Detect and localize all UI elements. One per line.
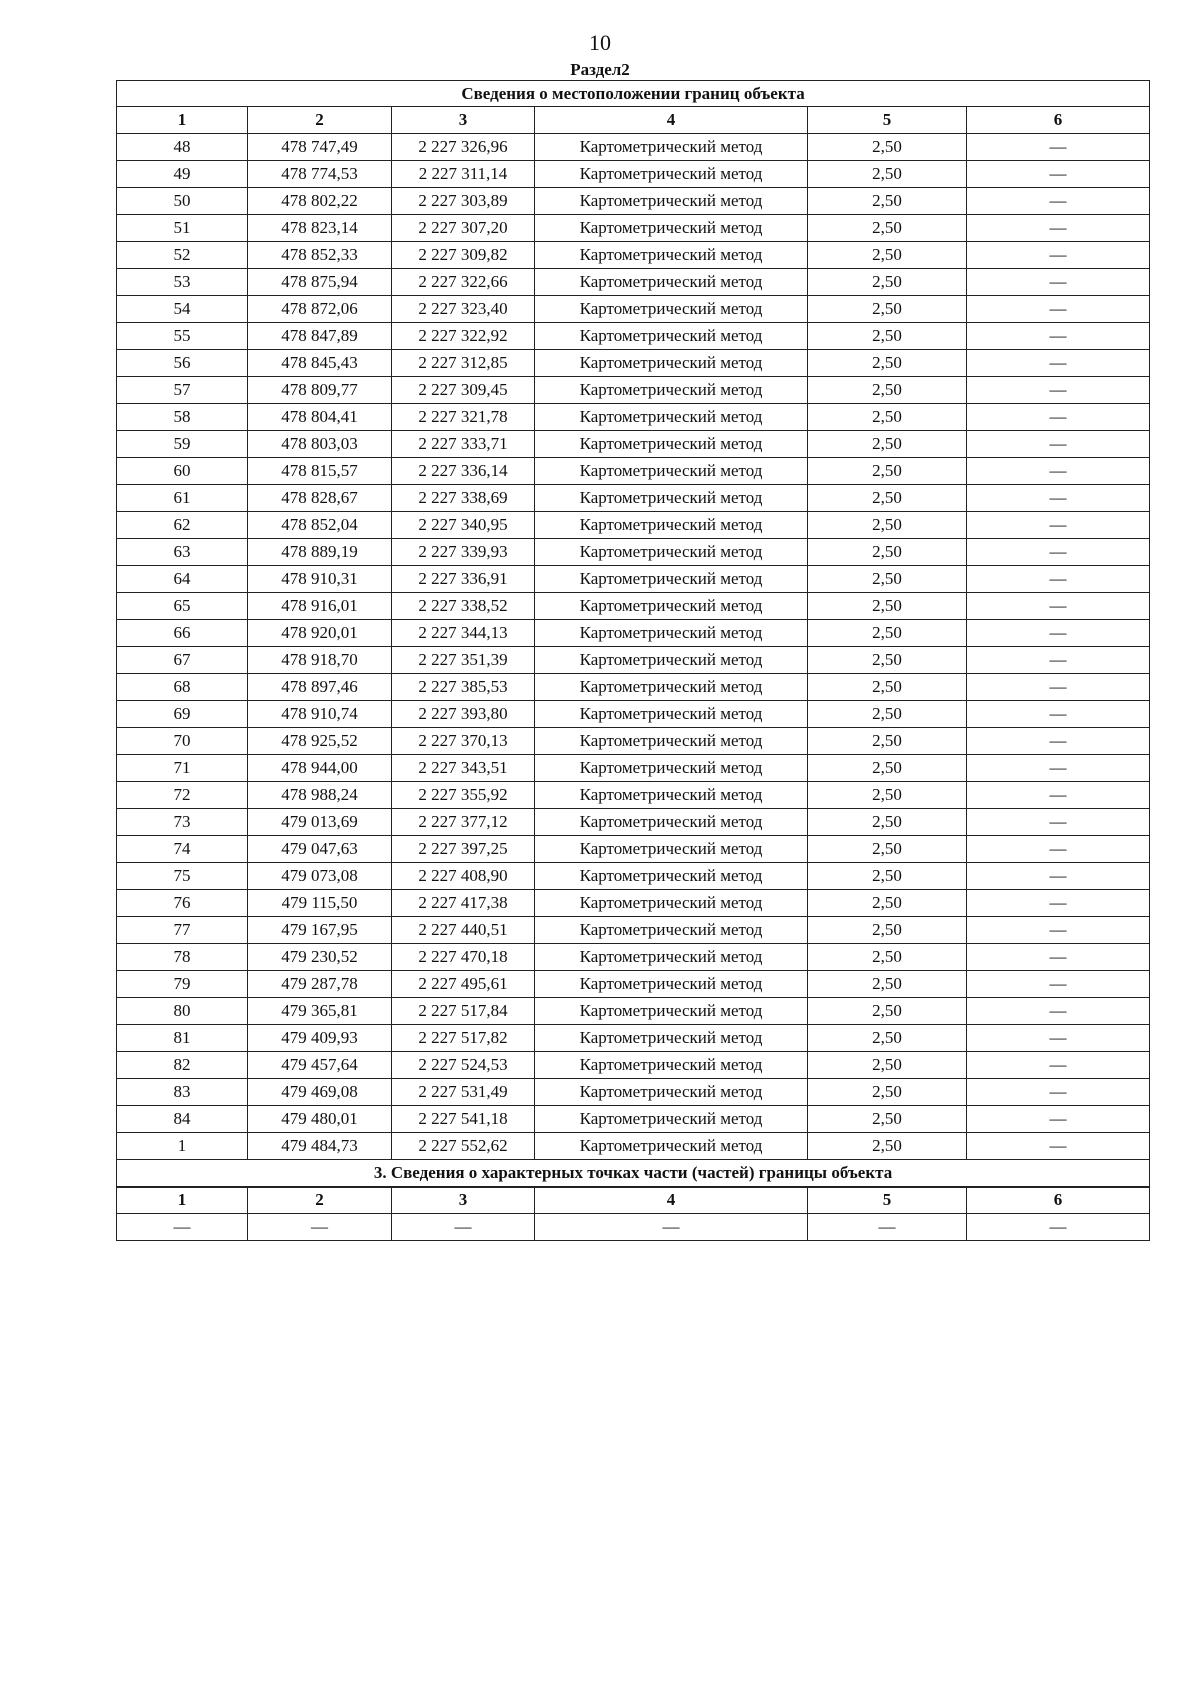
table-cell: 479 073,08: [248, 863, 392, 890]
table-cell: 60: [117, 458, 248, 485]
table-cell: Картометрический метод: [535, 728, 808, 755]
table-cell: 2 227 338,69: [392, 485, 535, 512]
table-cell: 2,50: [808, 1106, 967, 1133]
table-cell: 2 227 336,14: [392, 458, 535, 485]
table-cell: 2,50: [808, 809, 967, 836]
table-cell: 2 227 322,66: [392, 269, 535, 296]
column-number: 4: [535, 107, 808, 134]
table-cell: 478 925,52: [248, 728, 392, 755]
table-cell: 54: [117, 296, 248, 323]
table-cell: 2 227 339,93: [392, 539, 535, 566]
table-cell: —: [967, 377, 1150, 404]
table-cell: 2,50: [808, 458, 967, 485]
table-cell: 2,50: [808, 431, 967, 458]
table-row: [117, 863, 1150, 890]
section3-title: 3. Сведения о характерных точках части (частей) границы объекта: [117, 1160, 1150, 1187]
table-cell: 74: [117, 836, 248, 863]
table-cell: 73: [117, 809, 248, 836]
table-row: [117, 782, 1150, 809]
table-cell: 479 230,52: [248, 944, 392, 971]
table-cell: Картометрический метод: [535, 377, 808, 404]
table-cell: Картометрический метод: [535, 1079, 808, 1106]
table-row: [117, 944, 1150, 971]
table-cell: 65: [117, 593, 248, 620]
table-cell: Картометрический метод: [535, 323, 808, 350]
column-number: 2: [248, 107, 392, 134]
table-row: [117, 809, 1150, 836]
table-row: [117, 890, 1150, 917]
table-cell: 2,50: [808, 134, 967, 161]
table-cell: Картометрический метод: [535, 782, 808, 809]
table-cell: 2 227 531,49: [392, 1079, 535, 1106]
table-cell: 67: [117, 647, 248, 674]
table-cell: 2,50: [808, 593, 967, 620]
table-cell: 2 227 397,25: [392, 836, 535, 863]
table-cell: 2 227 470,18: [392, 944, 535, 971]
table-cell: 2,50: [808, 1025, 967, 1052]
table-cell: 2,50: [808, 998, 967, 1025]
table-row: [117, 701, 1150, 728]
table-cell: 56: [117, 350, 248, 377]
table-row: [117, 1025, 1150, 1052]
table-cell: 478 916,01: [248, 593, 392, 620]
table-cell: —: [967, 269, 1150, 296]
table-cell: Картометрический метод: [535, 242, 808, 269]
table-cell: Картометрический метод: [535, 269, 808, 296]
table-cell: 58: [117, 404, 248, 431]
table-row: [117, 647, 1150, 674]
table-cell: 2,50: [808, 728, 967, 755]
table-cell: 2,50: [808, 944, 967, 971]
table-cell: Картометрический метод: [535, 647, 808, 674]
table-cell: 478 944,00: [248, 755, 392, 782]
table-row: [117, 836, 1150, 863]
table-cell: —: [967, 836, 1150, 863]
table-row: [117, 458, 1150, 485]
table-cell: 69: [117, 701, 248, 728]
table-cell: —: [967, 404, 1150, 431]
table-cell: —: [967, 944, 1150, 971]
table-cell: 478 809,77: [248, 377, 392, 404]
table-row: [117, 323, 1150, 350]
table-cell: Картометрический метод: [535, 701, 808, 728]
table-row: [117, 917, 1150, 944]
section3-table-row: [117, 1214, 1150, 1241]
table-cell: 70: [117, 728, 248, 755]
table-cell: 2 227 309,45: [392, 377, 535, 404]
table-cell: 2 227 307,20: [392, 215, 535, 242]
section3-table-cell: —: [392, 1214, 535, 1241]
table-cell: Картометрический метод: [535, 944, 808, 971]
table-cell: 2 227 340,95: [392, 512, 535, 539]
table-cell: 2 227 517,82: [392, 1025, 535, 1052]
table-cell: 478 988,24: [248, 782, 392, 809]
table-cell: 48: [117, 134, 248, 161]
table-cell: 53: [117, 269, 248, 296]
table-cell: 2 227 495,61: [392, 971, 535, 998]
table-cell: 55: [117, 323, 248, 350]
table-cell: Картометрический метод: [535, 755, 808, 782]
section3-column-number: 2: [248, 1187, 392, 1214]
table-cell: 2,50: [808, 377, 967, 404]
table-cell: —: [967, 161, 1150, 188]
table-cell: Картометрический метод: [535, 809, 808, 836]
table-cell: 2 227 524,53: [392, 1052, 535, 1079]
section3-column-number-row: [117, 1187, 1150, 1214]
table-row: [117, 674, 1150, 701]
table-cell: 2,50: [808, 1079, 967, 1106]
section3-table-cell: —: [967, 1214, 1150, 1241]
table-cell: Картометрический метод: [535, 836, 808, 863]
table-cell: 2,50: [808, 674, 967, 701]
section3-table-cell: —: [248, 1214, 392, 1241]
table-cell: —: [967, 323, 1150, 350]
table-cell: Картометрический метод: [535, 1133, 808, 1160]
table-cell: 478 847,89: [248, 323, 392, 350]
table-cell: 61: [117, 485, 248, 512]
column-number: 1: [117, 107, 248, 134]
table-cell: 478 774,53: [248, 161, 392, 188]
column-number-row: [117, 107, 1150, 134]
table-cell: 479 287,78: [248, 971, 392, 998]
table-cell: 2 227 326,96: [392, 134, 535, 161]
table-row: [117, 377, 1150, 404]
table-cell: 71: [117, 755, 248, 782]
table-cell: 2 227 311,14: [392, 161, 535, 188]
table-cell: —: [967, 593, 1150, 620]
table-row: [117, 1106, 1150, 1133]
table-cell: —: [967, 998, 1150, 1025]
section-title: Раздел2: [570, 60, 630, 79]
table-cell: —: [967, 350, 1150, 377]
table-row: [117, 566, 1150, 593]
table-cell: 478 823,14: [248, 215, 392, 242]
table-cell: 2 227 393,80: [392, 701, 535, 728]
page-number: 10: [589, 30, 611, 55]
table-cell: 78: [117, 944, 248, 971]
table-cell: 2,50: [808, 890, 967, 917]
table-row: [117, 1133, 1150, 1160]
table-cell: 2,50: [808, 863, 967, 890]
table-cell: —: [967, 755, 1150, 782]
table-cell: 2,50: [808, 971, 967, 998]
table-cell: 50: [117, 188, 248, 215]
table-cell: 2,50: [808, 755, 967, 782]
table-cell: —: [967, 1052, 1150, 1079]
table-cell: Картометрический метод: [535, 620, 808, 647]
table-cell: 2 227 355,92: [392, 782, 535, 809]
table-row: [117, 161, 1150, 188]
table-cell: 478 872,06: [248, 296, 392, 323]
table-cell: —: [967, 566, 1150, 593]
table-cell: 478 852,04: [248, 512, 392, 539]
table-cell: Картометрический метод: [535, 863, 808, 890]
table-cell: 2,50: [808, 269, 967, 296]
table-cell: —: [967, 782, 1150, 809]
table-cell: Картометрический метод: [535, 593, 808, 620]
table-cell: Картометрический метод: [535, 890, 808, 917]
table-cell: —: [967, 971, 1150, 998]
table-cell: —: [967, 620, 1150, 647]
table-cell: Картометрический метод: [535, 215, 808, 242]
section3-table-cell: —: [535, 1214, 808, 1241]
table-cell: 68: [117, 674, 248, 701]
table-cell: 2 227 303,89: [392, 188, 535, 215]
table-cell: 2,50: [808, 242, 967, 269]
table-cell: 478 889,19: [248, 539, 392, 566]
table-cell: 478 845,43: [248, 350, 392, 377]
table-cell: 478 918,70: [248, 647, 392, 674]
table-cell: 2,50: [808, 782, 967, 809]
section3-column-number: 5: [808, 1187, 967, 1214]
table-cell: —: [967, 188, 1150, 215]
table-cell: 57: [117, 377, 248, 404]
table-cell: 81: [117, 1025, 248, 1052]
table-cell: —: [967, 1106, 1150, 1133]
table-caption-row: [117, 81, 1150, 107]
table-cell: 478 910,31: [248, 566, 392, 593]
table-cell: —: [967, 701, 1150, 728]
table-cell: —: [967, 485, 1150, 512]
table-cell: 2,50: [808, 296, 967, 323]
table-cell: Картометрический метод: [535, 161, 808, 188]
table-cell: Картометрический метод: [535, 998, 808, 1025]
table-row: [117, 188, 1150, 215]
table-cell: —: [967, 1025, 1150, 1052]
table-cell: 2 227 377,12: [392, 809, 535, 836]
table-cell: 2 227 344,13: [392, 620, 535, 647]
boundary-coordinates-table: [116, 80, 1150, 1241]
table-cell: —: [967, 917, 1150, 944]
table-row: [117, 971, 1150, 998]
table-cell: 2 227 517,84: [392, 998, 535, 1025]
table-cell: 2 227 385,53: [392, 674, 535, 701]
table-cell: 51: [117, 215, 248, 242]
table-row: [117, 431, 1150, 458]
table-cell: —: [967, 539, 1150, 566]
table-cell: 2 227 351,39: [392, 647, 535, 674]
table-cell: 77: [117, 917, 248, 944]
table-cell: 478 828,67: [248, 485, 392, 512]
table-cell: 2,50: [808, 188, 967, 215]
table-cell: 2,50: [808, 404, 967, 431]
table-cell: Картометрический метод: [535, 458, 808, 485]
table-cell: 2 227 440,51: [392, 917, 535, 944]
table-cell: 2,50: [808, 917, 967, 944]
table-cell: —: [967, 863, 1150, 890]
table-cell: —: [967, 647, 1150, 674]
table-cell: 478 852,33: [248, 242, 392, 269]
table-row: [117, 269, 1150, 296]
table-cell: 2,50: [808, 539, 967, 566]
table-cell: —: [967, 512, 1150, 539]
table-row: [117, 350, 1150, 377]
table-cell: 82: [117, 1052, 248, 1079]
section3-column-number: 4: [535, 1187, 808, 1214]
table-cell: 2 227 417,38: [392, 890, 535, 917]
table-cell: 2,50: [808, 701, 967, 728]
section3-table-cell: —: [117, 1214, 248, 1241]
table-cell: —: [967, 890, 1150, 917]
table-cell: Картометрический метод: [535, 404, 808, 431]
table-cell: Картометрический метод: [535, 917, 808, 944]
table-cell: 478 815,57: [248, 458, 392, 485]
table-cell: Картометрический метод: [535, 134, 808, 161]
table-cell: 2,50: [808, 215, 967, 242]
table-cell: 479 457,64: [248, 1052, 392, 1079]
table-row: [117, 728, 1150, 755]
table-cell: 75: [117, 863, 248, 890]
table-row: [117, 1079, 1150, 1106]
table-cell: 66: [117, 620, 248, 647]
table-row: [117, 512, 1150, 539]
table-cell: —: [967, 728, 1150, 755]
section3-column-number: 3: [392, 1187, 535, 1214]
table-cell: Картометрический метод: [535, 1106, 808, 1133]
table-cell: Картометрический метод: [535, 566, 808, 593]
table-cell: 2,50: [808, 485, 967, 512]
table-cell: 478 804,41: [248, 404, 392, 431]
table-cell: —: [967, 458, 1150, 485]
table-cell: 52: [117, 242, 248, 269]
table-row: [117, 998, 1150, 1025]
table-cell: Картометрический метод: [535, 512, 808, 539]
table-cell: 2,50: [808, 161, 967, 188]
table-row: [117, 593, 1150, 620]
table-caption: Сведения о местоположении границ объекта: [117, 81, 1150, 107]
table-cell: 2 227 309,82: [392, 242, 535, 269]
table-cell: Картометрический метод: [535, 350, 808, 377]
table-row: [117, 620, 1150, 647]
table-cell: 84: [117, 1106, 248, 1133]
column-number: 3: [392, 107, 535, 134]
table-cell: —: [967, 134, 1150, 161]
column-number: 6: [967, 107, 1150, 134]
table-cell: 2,50: [808, 512, 967, 539]
table-cell: 479 469,08: [248, 1079, 392, 1106]
table-cell: —: [967, 242, 1150, 269]
table-cell: Картометрический метод: [535, 971, 808, 998]
table-cell: 478 920,01: [248, 620, 392, 647]
table-cell: 62: [117, 512, 248, 539]
table-cell: —: [967, 1133, 1150, 1160]
table-cell: Картометрический метод: [535, 188, 808, 215]
table-cell: —: [967, 215, 1150, 242]
column-number: 5: [808, 107, 967, 134]
table-cell: 479 484,73: [248, 1133, 392, 1160]
table-cell: 2 227 336,91: [392, 566, 535, 593]
table-cell: 2 227 541,18: [392, 1106, 535, 1133]
table-cell: Картометрический метод: [535, 1025, 808, 1052]
table-cell: 479 115,50: [248, 890, 392, 917]
table-cell: 479 013,69: [248, 809, 392, 836]
table-cell: Картометрический метод: [535, 431, 808, 458]
table-cell: 1: [117, 1133, 248, 1160]
table-cell: 2,50: [808, 1052, 967, 1079]
table-cell: 2,50: [808, 323, 967, 350]
table-row: [117, 404, 1150, 431]
table-row: [117, 242, 1150, 269]
table-cell: —: [967, 296, 1150, 323]
table-cell: 49: [117, 161, 248, 188]
table-cell: 2,50: [808, 647, 967, 674]
table-cell: 478 803,03: [248, 431, 392, 458]
table-cell: 479 047,63: [248, 836, 392, 863]
table-cell: Картометрический метод: [535, 296, 808, 323]
table-cell: —: [967, 674, 1150, 701]
section3-table-cell: —: [808, 1214, 967, 1241]
table-cell: 2,50: [808, 566, 967, 593]
table-cell: 2 227 322,92: [392, 323, 535, 350]
table-cell: —: [967, 431, 1150, 458]
table-row: [117, 134, 1150, 161]
table-cell: Картометрический метод: [535, 1052, 808, 1079]
table-cell: 479 365,81: [248, 998, 392, 1025]
table-cell: 2 227 333,71: [392, 431, 535, 458]
table-cell: 64: [117, 566, 248, 593]
table-cell: 80: [117, 998, 248, 1025]
table-row: [117, 755, 1150, 782]
table-row: [117, 215, 1150, 242]
table-cell: 2 227 323,40: [392, 296, 535, 323]
table-cell: 478 875,94: [248, 269, 392, 296]
table-cell: 2 227 370,13: [392, 728, 535, 755]
section3-title-row: [117, 1160, 1150, 1187]
table-body: [117, 81, 1150, 1241]
table-cell: 2 227 338,52: [392, 593, 535, 620]
table-cell: —: [967, 809, 1150, 836]
table-cell: Картометрический метод: [535, 674, 808, 701]
table-cell: 2 227 408,90: [392, 863, 535, 890]
table-cell: 479 480,01: [248, 1106, 392, 1133]
table-cell: 2,50: [808, 1133, 967, 1160]
table-cell: Картометрический метод: [535, 485, 808, 512]
table-cell: 2 227 343,51: [392, 755, 535, 782]
table-cell: 2 227 552,62: [392, 1133, 535, 1160]
table-cell: 479 409,93: [248, 1025, 392, 1052]
table-row: [117, 296, 1150, 323]
table-cell: 63: [117, 539, 248, 566]
table-cell: 2,50: [808, 836, 967, 863]
table-cell: 2,50: [808, 350, 967, 377]
table-row: [117, 539, 1150, 566]
table-cell: 76: [117, 890, 248, 917]
section3-column-number: 1: [117, 1187, 248, 1214]
table-row: [117, 485, 1150, 512]
table-cell: 478 802,22: [248, 188, 392, 215]
table-cell: 59: [117, 431, 248, 458]
table-cell: Картометрический метод: [535, 539, 808, 566]
table-row: [117, 1052, 1150, 1079]
table-cell: —: [967, 1079, 1150, 1106]
table-cell: 2 227 312,85: [392, 350, 535, 377]
table-cell: 2,50: [808, 620, 967, 647]
table-cell: 72: [117, 782, 248, 809]
table-cell: 79: [117, 971, 248, 998]
section3-column-number: 6: [967, 1187, 1150, 1214]
table-cell: 83: [117, 1079, 248, 1106]
table-cell: 478 897,46: [248, 674, 392, 701]
table-cell: 479 167,95: [248, 917, 392, 944]
table-cell: 478 747,49: [248, 134, 392, 161]
table-cell: 2 227 321,78: [392, 404, 535, 431]
table-cell: 478 910,74: [248, 701, 392, 728]
